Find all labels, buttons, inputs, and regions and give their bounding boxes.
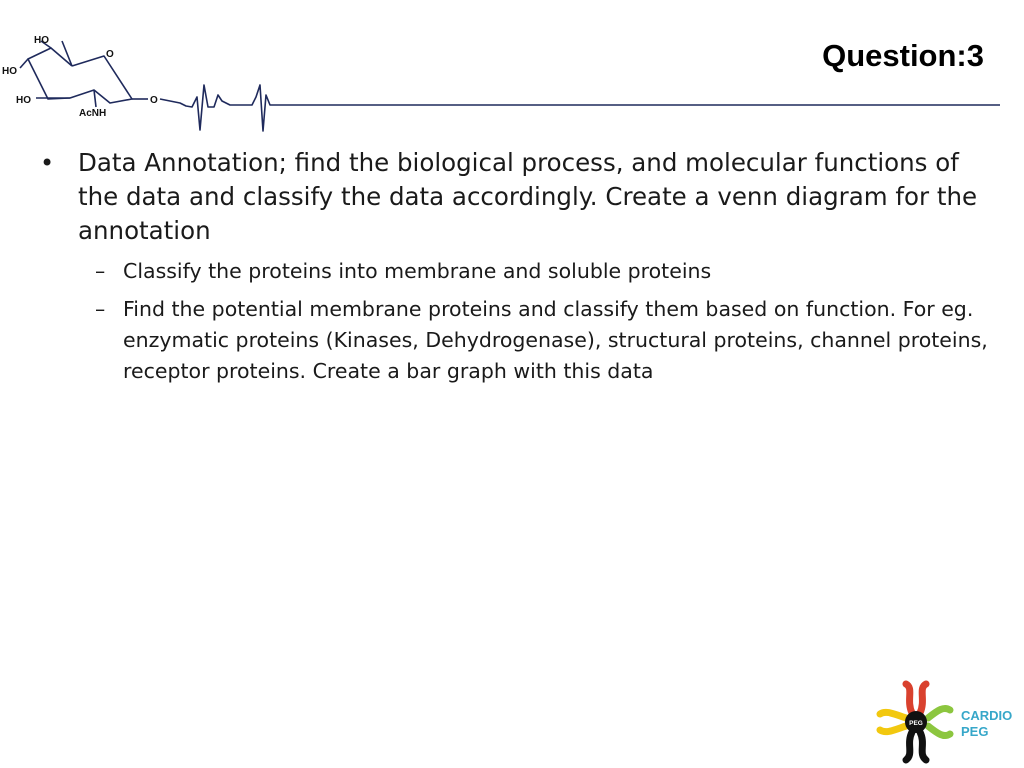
molecule-label-link-oxygen: O xyxy=(150,95,158,106)
sub-bullet-marker: – xyxy=(95,259,106,283)
molecule-label-acnh: AcNH xyxy=(79,108,107,119)
sub-bullet-text: Classify the proteins into membrane and soluble proteins xyxy=(123,259,712,283)
sub-bullet-item xyxy=(95,294,990,387)
logo-badge-text: PEG xyxy=(909,720,923,727)
logo-wordmark xyxy=(961,708,1012,740)
logo-wordmark-line2: PEG xyxy=(961,724,989,739)
molecule-label-ho-mid: HO xyxy=(2,66,17,77)
ecg-trace-line xyxy=(160,85,1000,131)
bullet-item xyxy=(40,146,990,248)
molecule-label-ho-low: HO xyxy=(16,95,31,106)
sub-bullet-list xyxy=(40,256,990,387)
logo-wordmark-line1: CARDIO xyxy=(961,708,1013,723)
ring-bonds xyxy=(28,48,132,103)
molecule-label-ring-oxygen: O xyxy=(106,49,114,60)
sub-bullet-marker: – xyxy=(95,297,106,321)
slide-body xyxy=(40,146,990,394)
molecule-label-ho-top: HO xyxy=(34,35,49,46)
slide-title: Question:3 xyxy=(822,38,984,73)
bullet-text: Data Annotation; find the biological process, and molecular functions of the data and classify the data accordingly. Create a venn diagram for the annotation xyxy=(78,148,978,245)
sub-bullet-item xyxy=(95,256,990,287)
bullet-marker: • xyxy=(40,149,55,177)
sub-bullet-text: Find the potential membrane proteins and classify them based on function. For eg. enzymatic proteins (Kinases, Dehydrogenase), structural proteins, channel proteins, receptor proteins. Create a bar graph with this data xyxy=(123,297,988,383)
